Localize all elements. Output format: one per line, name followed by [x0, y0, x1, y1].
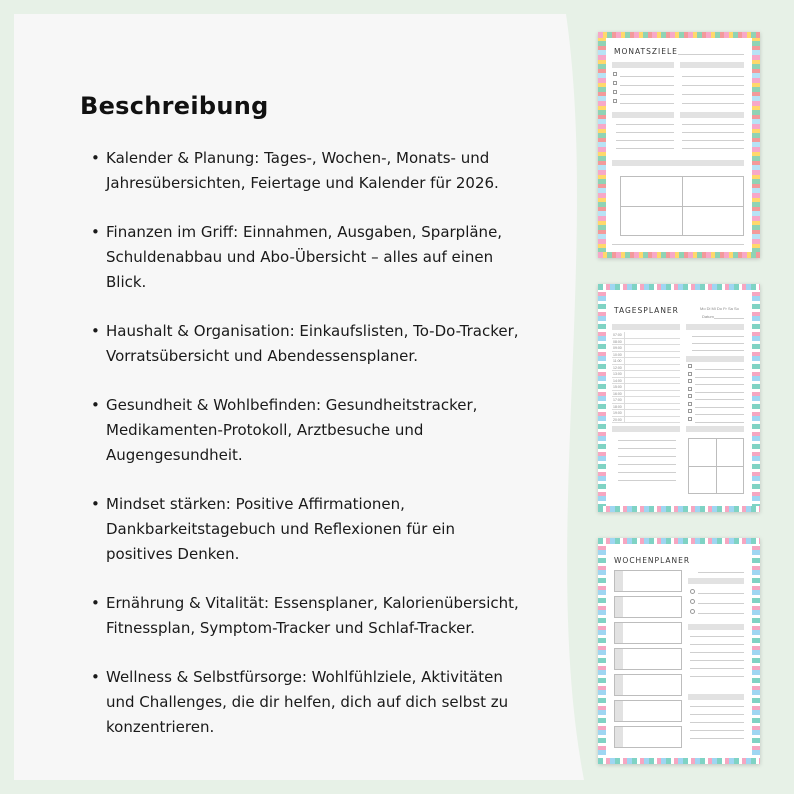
feature-item-ernaehrung: • Ernährung & Vitalität: Essensplaner, Kalorienübersicht, Fitnessplan, Symptom-Tracker und Schlaf-Tracker.: [80, 591, 520, 641]
time-divider: [624, 417, 625, 424]
floral-border: [752, 284, 760, 512]
day-tab: [615, 727, 623, 747]
floral-border: [598, 538, 760, 544]
day-box: [614, 674, 682, 696]
preview-title: WOCHENPLANER: [614, 556, 691, 565]
feature-item-haushalt: • Haushalt & Organisation: Einkaufslisten, To-Do-Tracker, Vorratsübersicht und Abendessensplaner.: [80, 319, 520, 369]
feature-item-finanzen: • Finanzen im Griff: Einnahmen, Ausgaben, Sparpläne, Schuldenabbau und Abo-Übersicht – alles auf einen Blick.: [80, 220, 520, 295]
preview-tagesplaner: [598, 284, 760, 512]
time-label: 08:00: [613, 339, 622, 344]
task-checkbox: [688, 372, 692, 376]
task-line: [695, 392, 744, 393]
day-box: [614, 596, 682, 618]
floral-border: [598, 758, 760, 764]
task-checkbox: [688, 387, 692, 391]
time-label: 16:00: [613, 391, 622, 396]
task-line: [695, 377, 744, 378]
day-tab: [615, 597, 623, 617]
preview-monatsziele: [598, 32, 760, 258]
task-checkbox: [688, 379, 692, 383]
preview-title: MONATSZIELE: [614, 47, 678, 56]
time-label: 20:00: [613, 417, 622, 422]
floral-border: [752, 538, 760, 764]
day-box: [614, 726, 682, 748]
day-box: [614, 700, 682, 722]
task-checkbox: [688, 394, 692, 398]
day-tab: [615, 701, 623, 721]
date-label: Datum: [702, 314, 714, 319]
floral-border: [598, 506, 760, 512]
task-line: [695, 369, 744, 370]
floral-border: [598, 284, 760, 290]
task-checkbox: [688, 364, 692, 368]
task-line: [695, 422, 744, 423]
task-checkbox: [688, 409, 692, 413]
day-tab: [615, 675, 623, 695]
feature-item-gesundheit: • Gesundheit & Wohlbefinden: Gesundheitstracker, Medikamenten-Protokoll, Arztbesuche und Augengesundheit.: [80, 393, 520, 468]
feature-item-kalender: • Kalender & Planung: Tages-, Wochen-, Monats- und Jahresübersichten, Feiertage und Kalender für 2026.: [80, 146, 520, 196]
floral-border: [598, 32, 606, 258]
time-label: 10:00: [613, 352, 622, 357]
feature-item-mindset: • Mindset stärken: Positive Affirmationen, Dankbarkeitstagebuch und Reflexionen für ein positives Denken.: [80, 492, 520, 567]
time-row: [612, 417, 680, 424]
floral-border: [598, 538, 606, 764]
task-line: [695, 384, 744, 385]
day-tab: [615, 623, 623, 643]
floral-border: [598, 32, 760, 38]
feature-item-wellness: • Wellness & Selbstfürsorge: Wohlfühlziele, Aktivitäten und Challenges, die dir helfen, dich auf dich selbst zu konzentrieren.: [80, 665, 520, 740]
task-checkbox: [688, 417, 692, 421]
time-label: 07:00: [613, 333, 622, 337]
description-section: [80, 92, 520, 764]
weekday-row: Mo Di Mi Do Fr Sa So: [700, 306, 739, 311]
floral-border: [752, 32, 760, 258]
preview-wochenplaner: [598, 538, 760, 764]
time-label: 12:00: [613, 365, 622, 370]
day-box: [614, 570, 682, 592]
time-label: 13:00: [613, 372, 622, 376]
day-box: [614, 648, 682, 670]
time-label: 19:00: [613, 411, 622, 415]
task-line: [695, 414, 744, 415]
feature-list: [80, 146, 520, 740]
preview-title: TAGESPLANER: [614, 306, 679, 315]
time-label: 18:00: [613, 404, 622, 409]
time-label: 11:00: [613, 359, 622, 363]
time-label: 15:00: [613, 385, 622, 389]
task-line: [695, 399, 744, 400]
floral-border: [598, 252, 760, 258]
day-tab: [615, 571, 623, 591]
day-tab: [615, 649, 623, 669]
section-heading: Beschreibung: [80, 92, 269, 120]
task-line: [695, 407, 744, 408]
time-label: 14:00: [613, 378, 622, 383]
task-checkbox: [688, 402, 692, 406]
time-label: 17:00: [613, 398, 622, 402]
floral-border: [598, 284, 606, 512]
time-label: 09:00: [613, 346, 622, 350]
day-box: [614, 622, 682, 644]
